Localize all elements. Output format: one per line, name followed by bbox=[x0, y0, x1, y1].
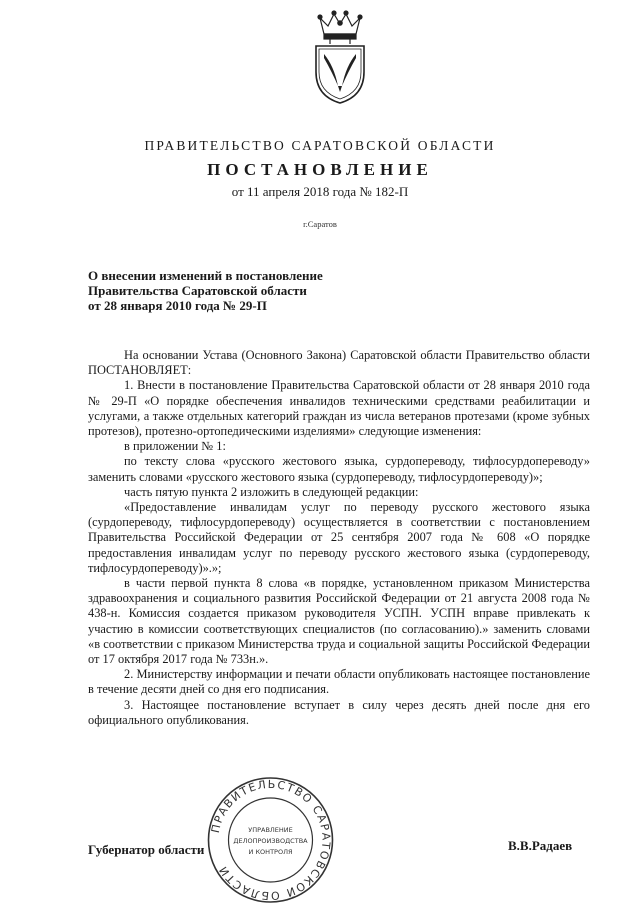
document-date-number: от 11 апреля 2018 года № 182-П bbox=[231, 184, 409, 199]
body-paragraph: в приложении № 1: bbox=[124, 439, 226, 454]
body-paragraph: в части первой пункта 8 слова «в порядке, установленном приказом Министерства здравоохранения и социального развития Российской Федерации от 21 августа 2008 года № 438-н. Комиссия создается приказом руководителя УСПН. УСПН вправе привлекать к участию в комиссии соответствующих специалистов (по согласованию).» заменить словами «в соответствии с приказом Министерства труда и социальной защиты Российской Федерации от 17 октября 2017 года № 733н.». bbox=[88, 576, 590, 667]
coat-of-arms-icon bbox=[304, 6, 376, 106]
stamp-line: ДЕЛОПРОИЗВОДСТВА bbox=[233, 837, 308, 845]
body-paragraph: 1. Внести в постановление Правительства Саратовской области от 28 января 2010 года № 29-П «О порядке обеспечения инвалидов техническими средствами реабилитации и услугами, а также отдельных категорий граждан из числа ветеранов протезами (кроме зубных протезов), протезно-ортопедическими изделиями» следующие изменения: bbox=[88, 378, 590, 439]
document-type-title: ПОСТАНОВЛЕНИЕ bbox=[207, 160, 433, 179]
stamp-line: УПРАВЛЕНИЕ bbox=[248, 826, 293, 834]
document-body bbox=[88, 348, 590, 728]
stamp-line: И КОНТРОЛЯ bbox=[248, 848, 293, 856]
document-subject bbox=[88, 268, 323, 313]
subject-line: О внесении изменений в постановление bbox=[88, 268, 323, 283]
government-heading: ПРАВИТЕЛЬСТВО САРАТОВСКОЙ ОБЛАСТИ bbox=[144, 138, 496, 153]
subject-line: Правительства Саратовской области bbox=[88, 283, 307, 298]
body-paragraph: 3. Настоящее постановление вступает в силу через десять дней после дня его официального опубликования. bbox=[88, 697, 590, 727]
body-paragraph: На основании Устава (Основного Закона) Саратовской области Правительство области ПОСТАНОВЛЯЕТ: bbox=[88, 348, 590, 378]
document-city: г.Саратов bbox=[303, 219, 337, 229]
body-paragraph: часть пятую пункта 2 изложить в следующей редакции: bbox=[124, 484, 419, 499]
signatory-position: Губернатор области bbox=[88, 842, 205, 857]
body-paragraph: «Предоставление инвалидам услуг по переводу русского жестового языка (сурдопереводу, тифлосурдопереводу) осуществляется в соответствии с постановлением Правительства Российской Федерации от 25 сентября 2007 года № 608 «О порядке предоставления инвалидам услуг по переводу русского жестового языка (сурдопереводу, тифлосурдопереводу)».»; bbox=[88, 500, 590, 575]
official-stamp-icon bbox=[203, 776, 338, 904]
stamp-outer-text: ПРАВИТЕЛЬСТВО САРАТОВСКОЙ ОБЛАСТИ bbox=[208, 777, 333, 903]
subject-line: от 28 января 2010 года № 29-П bbox=[88, 298, 267, 313]
body-paragraph: по тексту слова «русского жестового языка, сурдопереводу, тифлосурдопереводу» заменить словами «русского жестового языка (сурдопереводу, тифлосурдопереводу)»; bbox=[88, 454, 590, 484]
body-paragraph: 2. Министерству информации и печати области опубликовать настоящее постановление в течение десяти дней со дня его подписания. bbox=[88, 667, 590, 697]
signatory-name: В.В.Радаев bbox=[508, 838, 573, 853]
